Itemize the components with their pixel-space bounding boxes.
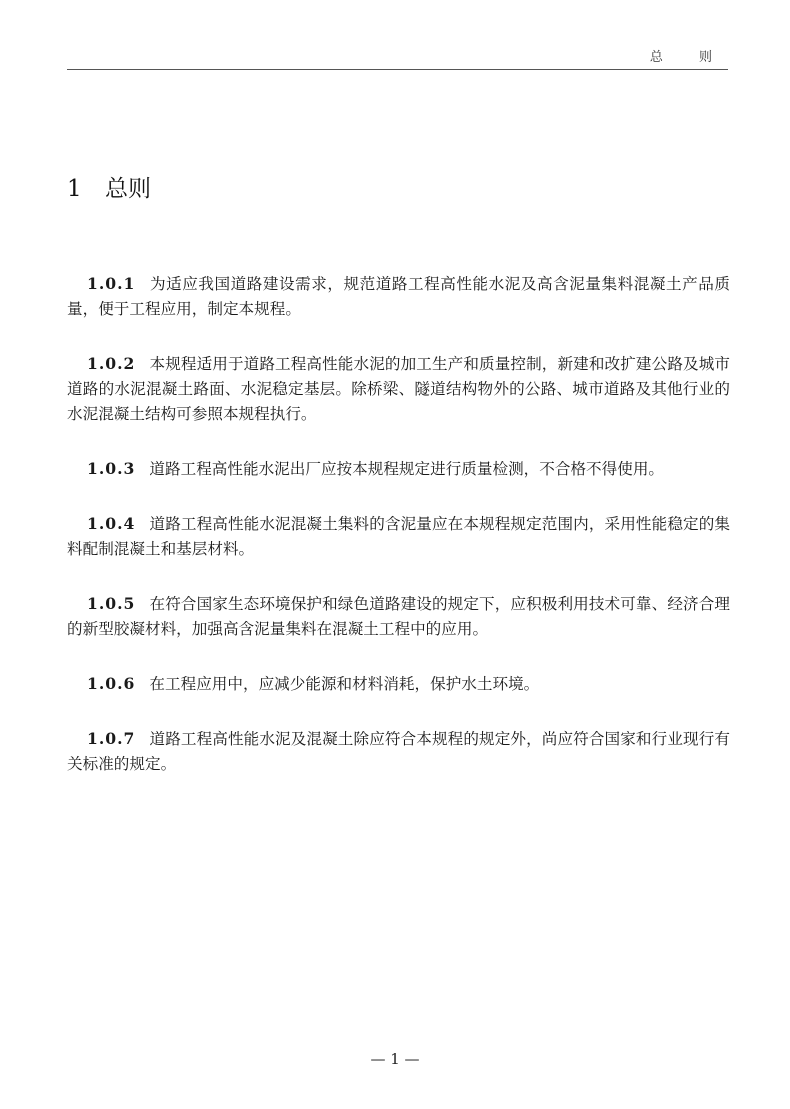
header-rule	[67, 69, 728, 70]
clause-1-0-5	[67, 591, 730, 642]
clause-text: 本规程适用于道路工程高性能水泥的加工生产和质量控制，新建和改扩建公路及城市道路的水泥混凝土路面、水泥稳定基层。除桥梁、隧道结构物外的公路、城市道路及其他行业的水泥混凝土结构可参照本规程执行。	[67, 355, 730, 423]
chapter-title	[67, 170, 151, 203]
clause-number: 1.0.5	[87, 594, 136, 613]
running-header: 总 则	[649, 50, 728, 65]
clause-1-0-1	[67, 271, 730, 322]
clause-text: 道路工程高性能水泥出厂应按本规程规定进行质量检测，不合格不得使用。	[149, 460, 665, 478]
clause-text: 在符合国家生态环境保护和绿色道路建设的规定下，应积极利用技术可靠、经济合理的新型胶凝材料，加强高含泥量集料在混凝土工程中的应用。	[67, 595, 730, 638]
clause-number: 1.0.7	[87, 729, 136, 748]
clause-text: 在工程应用中，应减少能源和材料消耗，保护水土环境。	[149, 675, 540, 693]
clause-1-0-3	[67, 456, 730, 482]
clause-1-0-2	[67, 351, 730, 427]
clause-number: 1.0.3	[87, 459, 136, 478]
clause-number: 1.0.1	[87, 274, 136, 293]
clause-number: 1.0.6	[87, 674, 136, 693]
clause-1-0-6	[67, 671, 730, 697]
clause-text: 道路工程高性能水泥及混凝土除应符合本规程的规定外，尚应符合国家和行业现行有关标准的规定。	[67, 730, 730, 773]
page-number: — 1 —	[370, 1050, 420, 1068]
clause-1-0-4	[67, 511, 730, 562]
clause-1-0-7	[67, 726, 730, 777]
chapter-title-text: 总则	[105, 176, 151, 202]
clause-number: 1.0.2	[87, 354, 136, 373]
clause-number: 1.0.4	[87, 514, 136, 533]
clause-list	[67, 271, 730, 806]
clause-text: 道路工程高性能水泥混凝土集料的含泥量应在本规程规定范围内，采用性能稳定的集料配制混凝土和基层材料。	[67, 515, 730, 558]
clause-text: 为适应我国道路建设需求，规范道路工程高性能水泥及高含泥量集料混凝土产品质量，便于工程应用，制定本规程。	[67, 275, 730, 318]
chapter-number: 1	[67, 176, 82, 202]
